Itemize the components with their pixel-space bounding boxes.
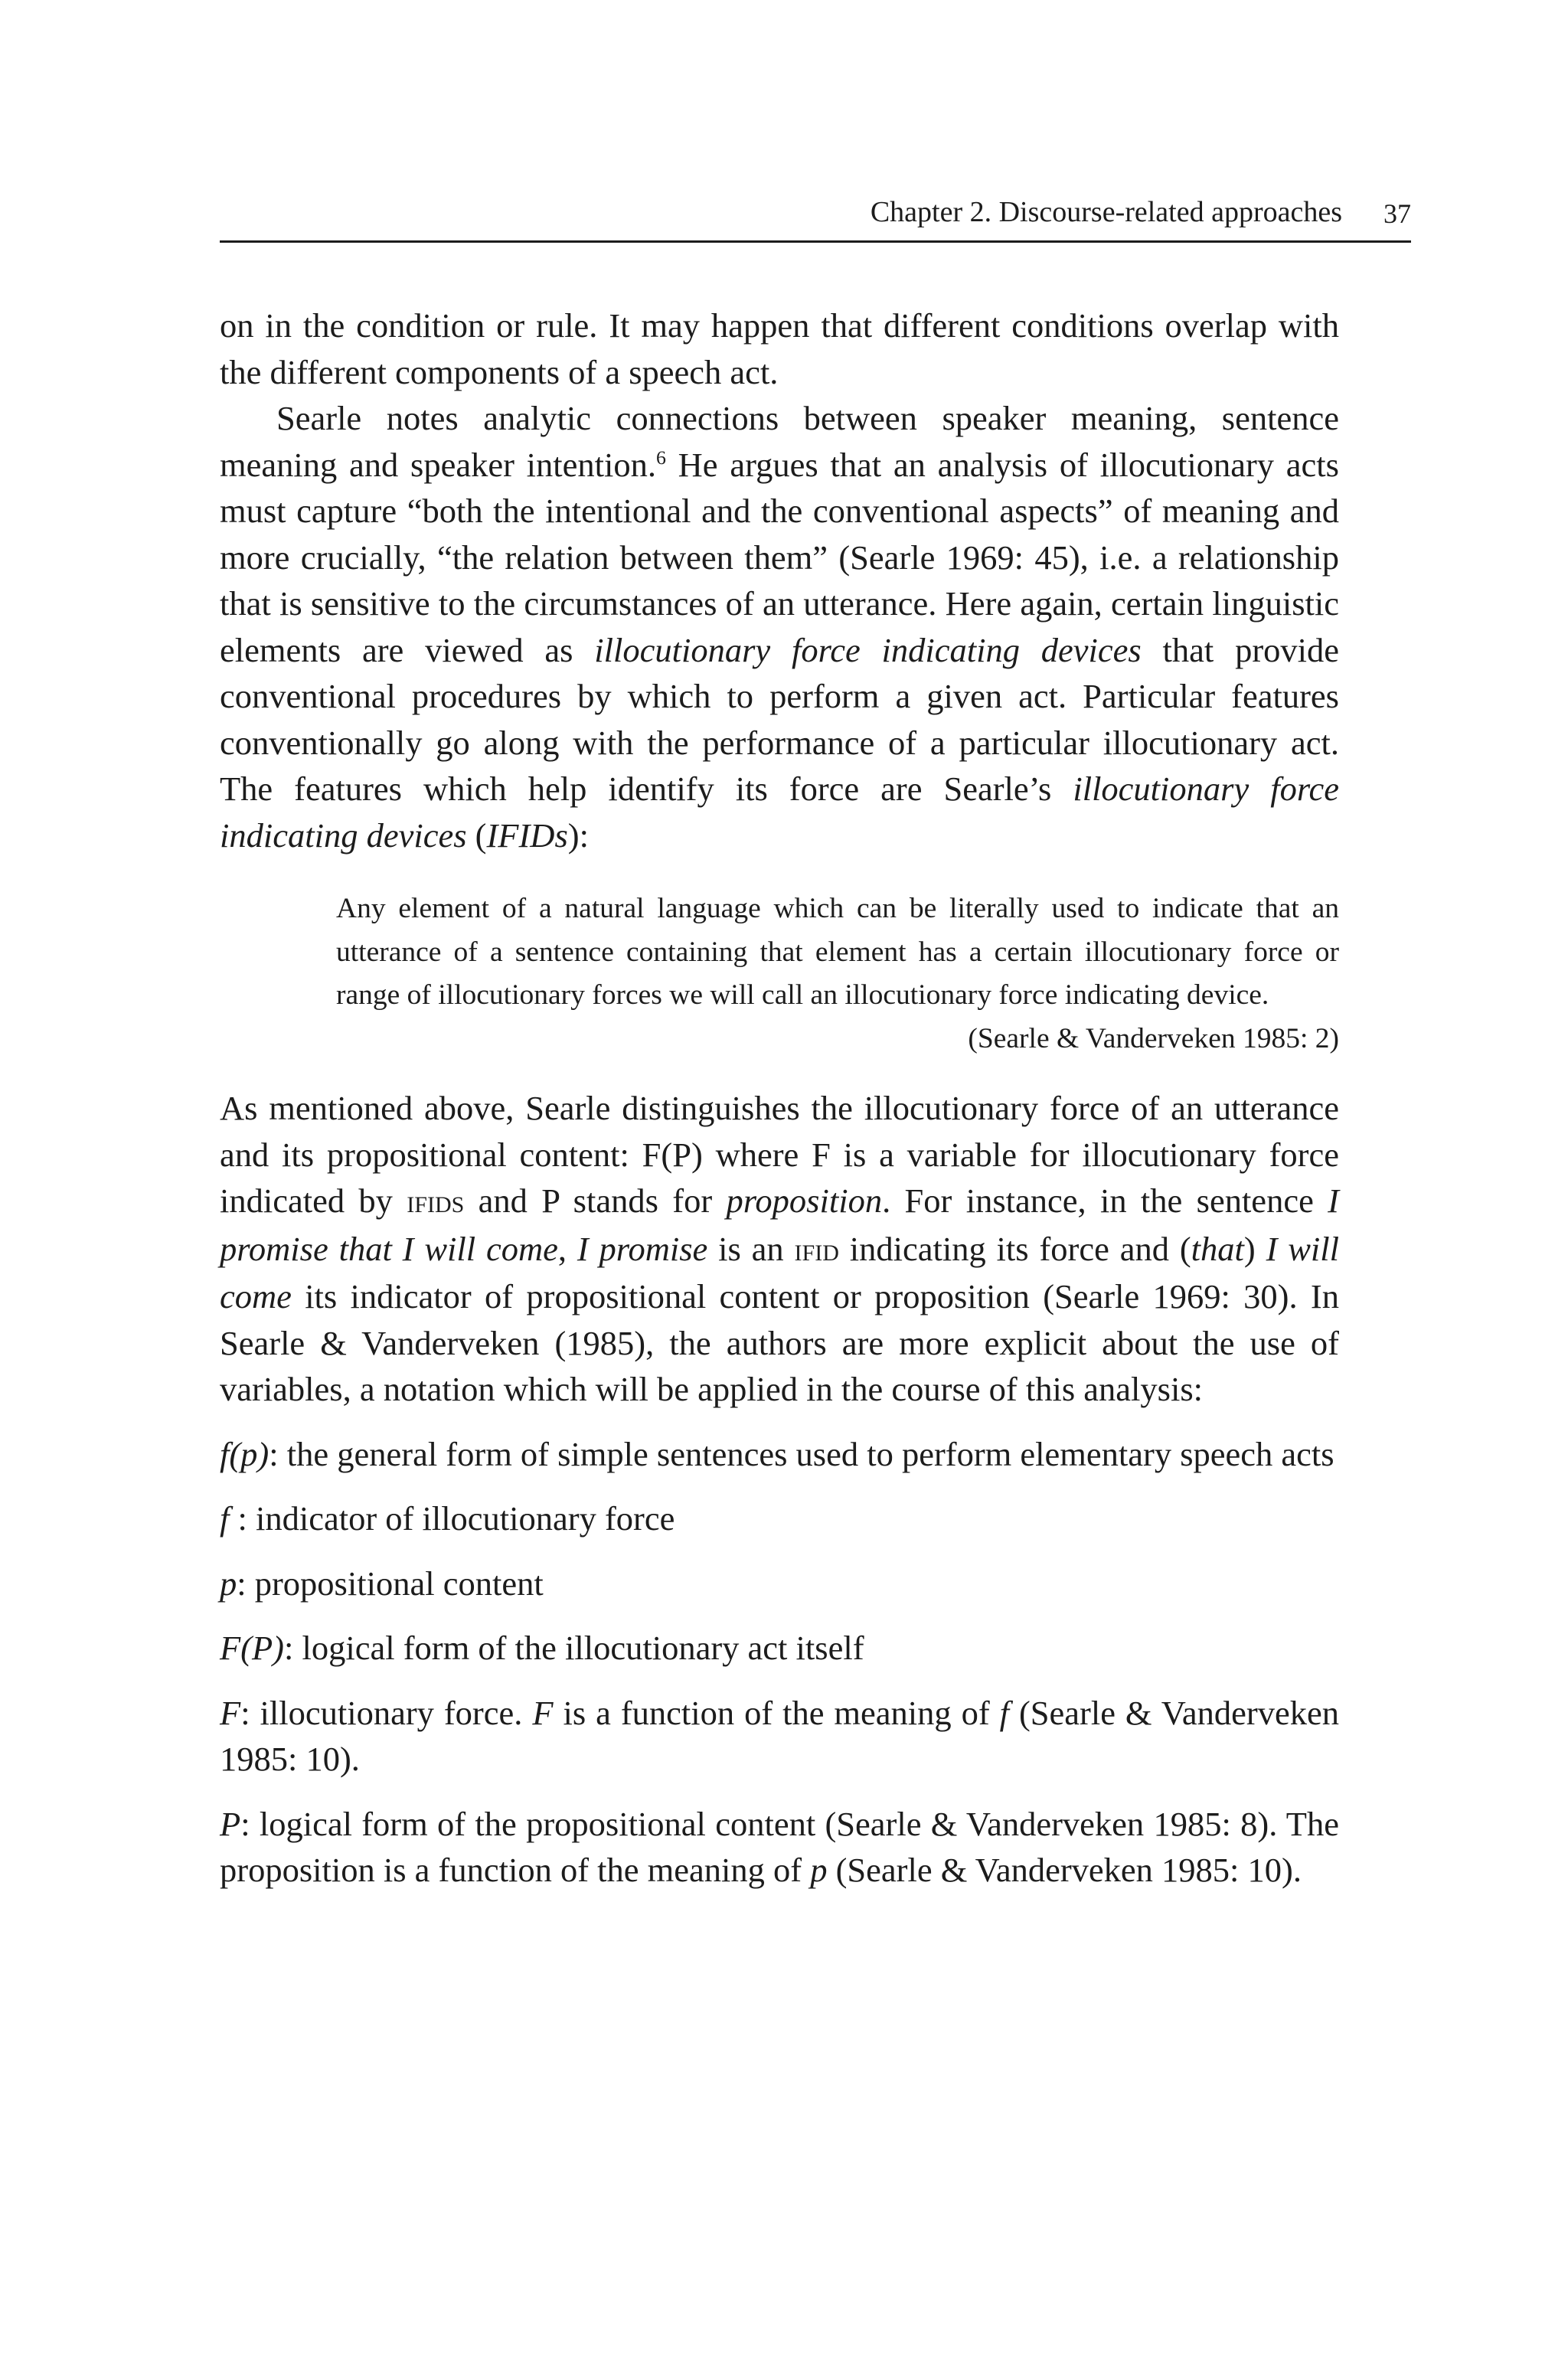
- paragraph-text: ): [1243, 1229, 1266, 1268]
- definition-text: (Searle & Vanderveken 1985: 10).: [827, 1851, 1302, 1889]
- definition-term: f(p): [220, 1434, 270, 1473]
- italic-term: I promise that I will come: [220, 1181, 1339, 1268]
- definition-fp: [220, 1431, 1339, 1478]
- running-head: [220, 191, 1411, 243]
- definition-text: : propositional content: [237, 1564, 544, 1603]
- block-quote: [336, 887, 1339, 1060]
- paragraph-text: ):: [567, 815, 589, 855]
- definition-term: f: [999, 1693, 1010, 1732]
- definition-text: : logical form of the propositional content (Searle & Vanderveken 1985: 8). The proposition is a function of the meaning of: [220, 1804, 1339, 1889]
- definition-text: : indicator of illocutionary force: [229, 1499, 675, 1538]
- chapter-title: Chapter 2. Discourse-related approaches: [870, 196, 1342, 228]
- italic-term: I will come: [220, 1229, 1340, 1315]
- italic-term: illocutionary force indicating devices: [220, 770, 1340, 855]
- definition-p: [220, 1560, 1339, 1607]
- definition-term: f: [220, 1499, 230, 1538]
- definition-term: p: [220, 1564, 237, 1603]
- definition-text: (Searle & Vanderveken 1985: 10).: [220, 1693, 1339, 1778]
- paragraph-text: He argues that an analysis of illocutionary acts must capture “both the intentional and the conventional aspects” of meaning and more crucially, “the relation between them” (Searle 1969: 45), i.e. a relationship that is sensitive to the circumstances of an utterance. Here again, certain linguistic elements are viewed as: [220, 445, 1339, 669]
- footnote-reference[interactable]: 6: [656, 446, 666, 469]
- definition-P: [220, 1801, 1339, 1894]
- definition-term: p: [810, 1851, 828, 1889]
- definition-F: [220, 1690, 1339, 1783]
- paragraph-force-content: [220, 1085, 1339, 1413]
- paragraph-text: is an: [707, 1229, 795, 1268]
- definition-text: is a function of the meaning of: [553, 1693, 1000, 1732]
- paragraph-text: ,: [557, 1229, 577, 1268]
- italic-term: I promise: [577, 1229, 708, 1268]
- definition-term: P: [220, 1804, 241, 1843]
- quote-citation: (Searle & Vanderveken 1985: 2): [968, 1022, 1339, 1054]
- definition-text: : the general form of simple sentences used to perform elementary speech acts: [269, 1434, 1334, 1473]
- definition-term: F: [532, 1693, 554, 1732]
- paragraph-continuation: [220, 302, 1339, 395]
- italic-term: that: [1191, 1229, 1244, 1268]
- main-text: [220, 302, 1339, 1894]
- definition-term: F(P): [220, 1629, 285, 1667]
- definition-f: [220, 1495, 1339, 1542]
- definition-term: F: [220, 1693, 241, 1732]
- paragraph-text: on in the condition or rule. It may happen that different conditions overlap with the different components of a speech act.: [220, 306, 1339, 391]
- definition-FP: [220, 1625, 1339, 1672]
- paragraph-text: Searle notes analytic connections between speaker meaning, sentence meaning and speaker intention.: [220, 399, 1339, 484]
- paragraph-text: (: [466, 815, 487, 855]
- italic-term: illocutionary force indicating devices: [594, 630, 1142, 669]
- paragraph-text: its indicator of propositional content or proposition (Searle 1969: 30). In Searle & Vanderveken (1985), the authors are more explicit about the use of variables, a notation which will be applied in the course of this analysis:: [220, 1277, 1339, 1408]
- quote-text: Any element of a natural language which can be literally used to indicate that an utterance of a sentence containing that element has a certain illocutionary force or range of illocutionary forces we will call an illocutionary force indicating device.: [336, 893, 1339, 1011]
- paragraph-text: . For instance, in the sentence: [882, 1181, 1328, 1220]
- paragraph-searle-connections: [220, 395, 1339, 858]
- paragraph-text: and P stands for: [464, 1181, 727, 1220]
- italic-term: proposition: [726, 1181, 883, 1220]
- small-caps-term: ifids: [407, 1184, 465, 1220]
- page-number: 37: [1383, 198, 1411, 229]
- definition-text: : logical form of the illocutionary act itself: [284, 1629, 864, 1667]
- paragraph-text: indicating its force and (: [838, 1229, 1191, 1268]
- small-caps-term: ifid: [794, 1231, 839, 1268]
- definition-text: : illocutionary force.: [240, 1693, 533, 1732]
- paragraph-text: that provide conventional procedures by which to perform a given act. Particular features conventionally go along with the performance of a particular illocutionary act. The features which help identify its force are Searle’s: [220, 630, 1339, 808]
- italic-term: IFIDs: [486, 815, 568, 855]
- paragraph-text: As mentioned above, Searle distinguishes the illocutionary force of an utterance and its propositional content: F(P) where F is a variable for illocutionary force indicated by: [220, 1089, 1339, 1220]
